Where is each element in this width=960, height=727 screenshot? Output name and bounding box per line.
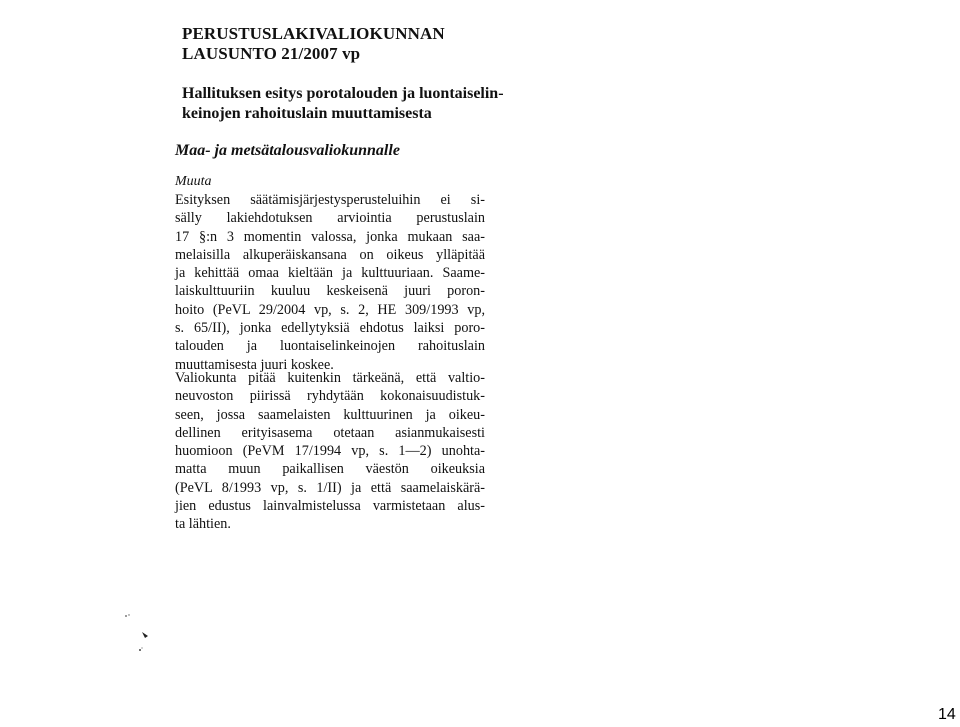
paragraph-line: laiskulttuuriin kuuluu keskeisenä juuri poron- xyxy=(175,283,485,300)
scan-specks xyxy=(120,610,180,660)
paragraph-line: ja kehittää omaa kieltään ja kulttuuriaan. Saame- xyxy=(175,265,485,282)
title-line: PERUSTUSLAKIVALIOKUNNAN xyxy=(182,24,445,43)
title-line: LAUSUNTO 21/2007 vp xyxy=(182,44,361,63)
paragraph-line: hoito (PeVL 29/2004 vp, s. 2, HE 309/1993 vp, xyxy=(175,301,485,318)
paragraph-line: s. 65/II), jonka edellytyksiä ehdotus laiksi poro- xyxy=(175,320,485,337)
subject-line: Hallituksen esitys porotalouden ja luontaiselin- xyxy=(182,85,504,102)
paragraph-line: ta lähtien. xyxy=(175,516,231,533)
paragraph-line: dellinen erityisasema otetaan asianmukaisesti xyxy=(175,424,485,441)
paragraph-line: seen, jossa saamelaisten kulttuurinen ja oikeu- xyxy=(175,406,485,423)
paragraph-line: sälly lakiehdotuksen arviointia perustuslain xyxy=(175,210,485,227)
paragraph-line: neuvoston piirissä ryhdytään kokonaisuudistuk- xyxy=(175,388,485,405)
paragraph-line: Esityksen säätämisjärjestysperusteluihin ei si- xyxy=(175,192,485,208)
paragraph-line: huomioon (PeVM 17/1994 vp, s. 1—2) unohta- xyxy=(175,443,485,460)
paragraph-line: Valiokunta pitää kuitenkin tärkeänä, että valtio- xyxy=(175,370,485,386)
paragraph-1 xyxy=(175,191,485,374)
paragraph-line: matta muun paikallisen väestön oikeuksia xyxy=(175,461,485,478)
paragraph-line: jien edustus lainvalmistelussa varmistetaan alus- xyxy=(175,498,485,515)
paragraph-2 xyxy=(175,369,485,534)
paragraph-line: melaisilla alkuperäiskansana on oikeus ylläpitää xyxy=(175,246,485,263)
subject-line: keinojen rahoituslain muuttamisesta xyxy=(182,105,432,122)
document-title xyxy=(182,24,445,64)
page-number: 14 xyxy=(938,706,956,723)
paragraph-line: muuttamisesta juuri koskee. xyxy=(175,356,334,373)
paragraph-line: talouden ja luontaiselinkeinojen rahoituslain xyxy=(175,338,485,355)
paragraph-line: 17 §:n 3 momentin valossa, jonka mukaan saa- xyxy=(175,228,485,245)
recipient-committee: Maa- ja metsätalousvaliokunnalle xyxy=(175,142,400,159)
paragraph-line: (PeVL 8/1993 vp, s. 1/II) ja että saamelaiskärä- xyxy=(175,479,485,496)
section-heading: Muuta xyxy=(175,174,212,189)
document-subject xyxy=(182,84,504,124)
